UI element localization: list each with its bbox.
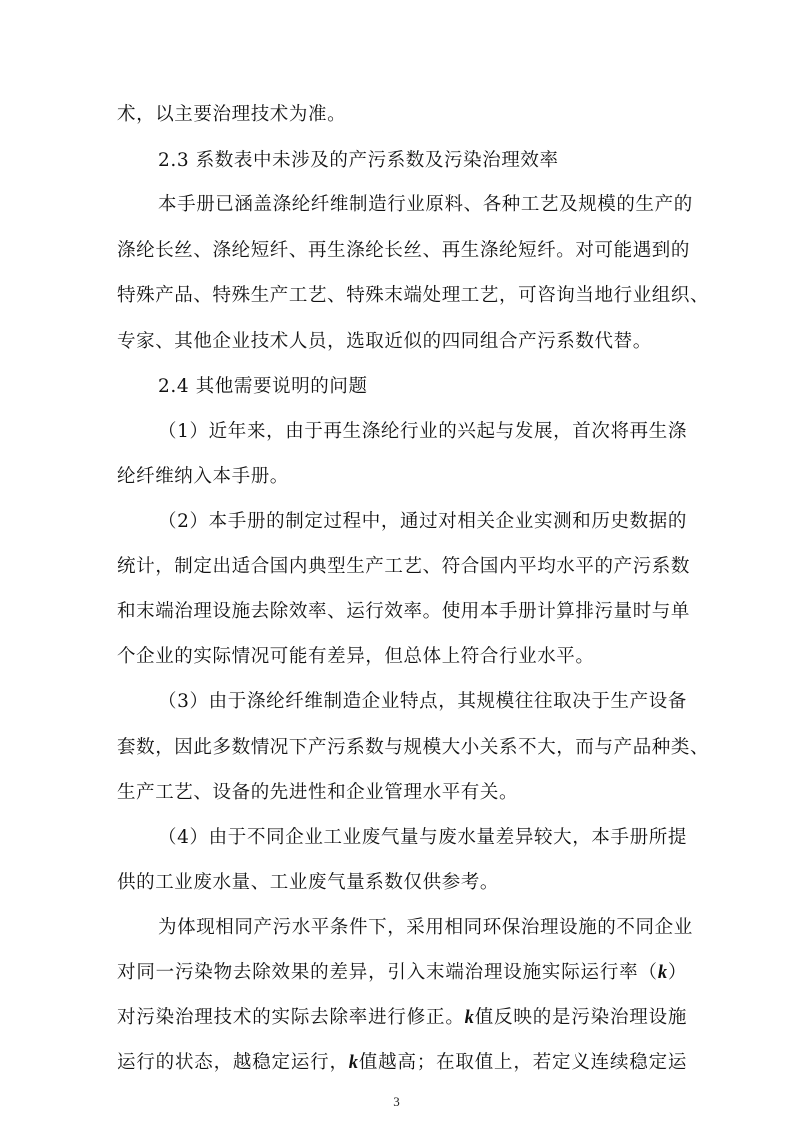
text-span: 和末端治理设施去除效率、运行效率。使用本手册计算排污量时与单	[117, 601, 691, 622]
text-line	[117, 1005, 687, 1031]
text-span: ）	[667, 962, 687, 983]
text-line	[158, 915, 693, 941]
text-span: 个企业的实际情况可能有差异，但总体上符合行业水平。	[117, 646, 595, 667]
text-span: （4）由于不同企业工业废气量与废水量差异较大，本手册所提	[158, 827, 687, 848]
text-line	[117, 554, 691, 580]
text-span: 运行的状态，越稳定运行，	[117, 1052, 349, 1073]
text-line	[117, 464, 687, 490]
text-span: 对污染治理技术的实际去除率进行修正。	[117, 1007, 465, 1028]
text-span: （3）由于涤纶纤维制造企业特点，其规模往往取决于生产设备	[158, 691, 687, 712]
text-span: 套数，因此多数情况下产污系数与规模大小关系不大，而与产品种类、	[117, 737, 710, 758]
text-span: 术，以主要治理技术为准。	[117, 104, 347, 125]
text-line	[117, 102, 687, 128]
text-span: 特殊产品、特殊生产工艺、特殊末端处理工艺，可咨询当地行业组织、	[117, 285, 710, 306]
text-span: （2）本手册的制定过程中，通过对相关企业实测和历史数据的	[158, 511, 687, 532]
section-heading-2-3	[158, 148, 687, 174]
text-span: 本手册已涵盖涤纶纤维制造行业原料、各种工艺及规模的生产的	[158, 194, 693, 215]
text-span: 专家、其他企业技术人员，选取近似的四同组合产污系数代替。	[117, 331, 652, 352]
text-line	[117, 599, 691, 625]
text-line	[117, 644, 687, 670]
text-span: 2.3 系数表中未涉及的产污系数及污染治理效率	[158, 150, 559, 171]
text-line	[117, 1050, 687, 1076]
text-line	[117, 238, 691, 264]
text-line	[158, 192, 693, 218]
variable-k: k	[657, 963, 668, 983]
text-line	[117, 780, 687, 806]
text-span: 值越高；在取值上，若定义连续稳定运	[358, 1052, 687, 1073]
section-heading-2-4	[158, 374, 687, 400]
text-line	[158, 419, 687, 445]
text-span: 统计，制定出适合国内典型生产工艺、符合国内平均水平的产污系数	[117, 556, 691, 577]
page-number: 3	[393, 1094, 400, 1109]
text-span: 2.4 其他需要说明的问题	[158, 376, 368, 397]
text-line	[117, 283, 710, 309]
text-span: 为体现相同产污水平条件下，采用相同环保治理设施的不同企业	[158, 917, 693, 938]
text-line	[117, 735, 710, 761]
text-span: 供的工业废水量、工业废气量系数仅供参考。	[117, 872, 500, 893]
text-span: 生产工艺、设备的先进性和企业管理水平有关。	[117, 782, 519, 803]
text-line	[117, 329, 687, 355]
text-span: 对同一污染物去除效果的差异，引入末端治理设施实际运行率（	[117, 962, 658, 983]
variable-k: k	[464, 1008, 475, 1028]
text-span: 值反映的是污染治理设施	[474, 1007, 687, 1028]
variable-k: k	[348, 1053, 359, 1073]
text-span: （1）近年来，由于再生涤纶行业的兴起与发展，首次将再生涤	[158, 421, 687, 442]
text-line	[117, 960, 687, 986]
text-span: 涤纶长丝、涤纶短纤、再生涤纶长丝、再生涤纶短纤。对可能遇到的	[117, 240, 691, 261]
text-line	[158, 689, 687, 715]
text-span: 纶纤维纳入本手册。	[117, 466, 289, 487]
text-line	[158, 509, 687, 535]
text-line	[117, 870, 687, 896]
text-line	[158, 825, 687, 851]
